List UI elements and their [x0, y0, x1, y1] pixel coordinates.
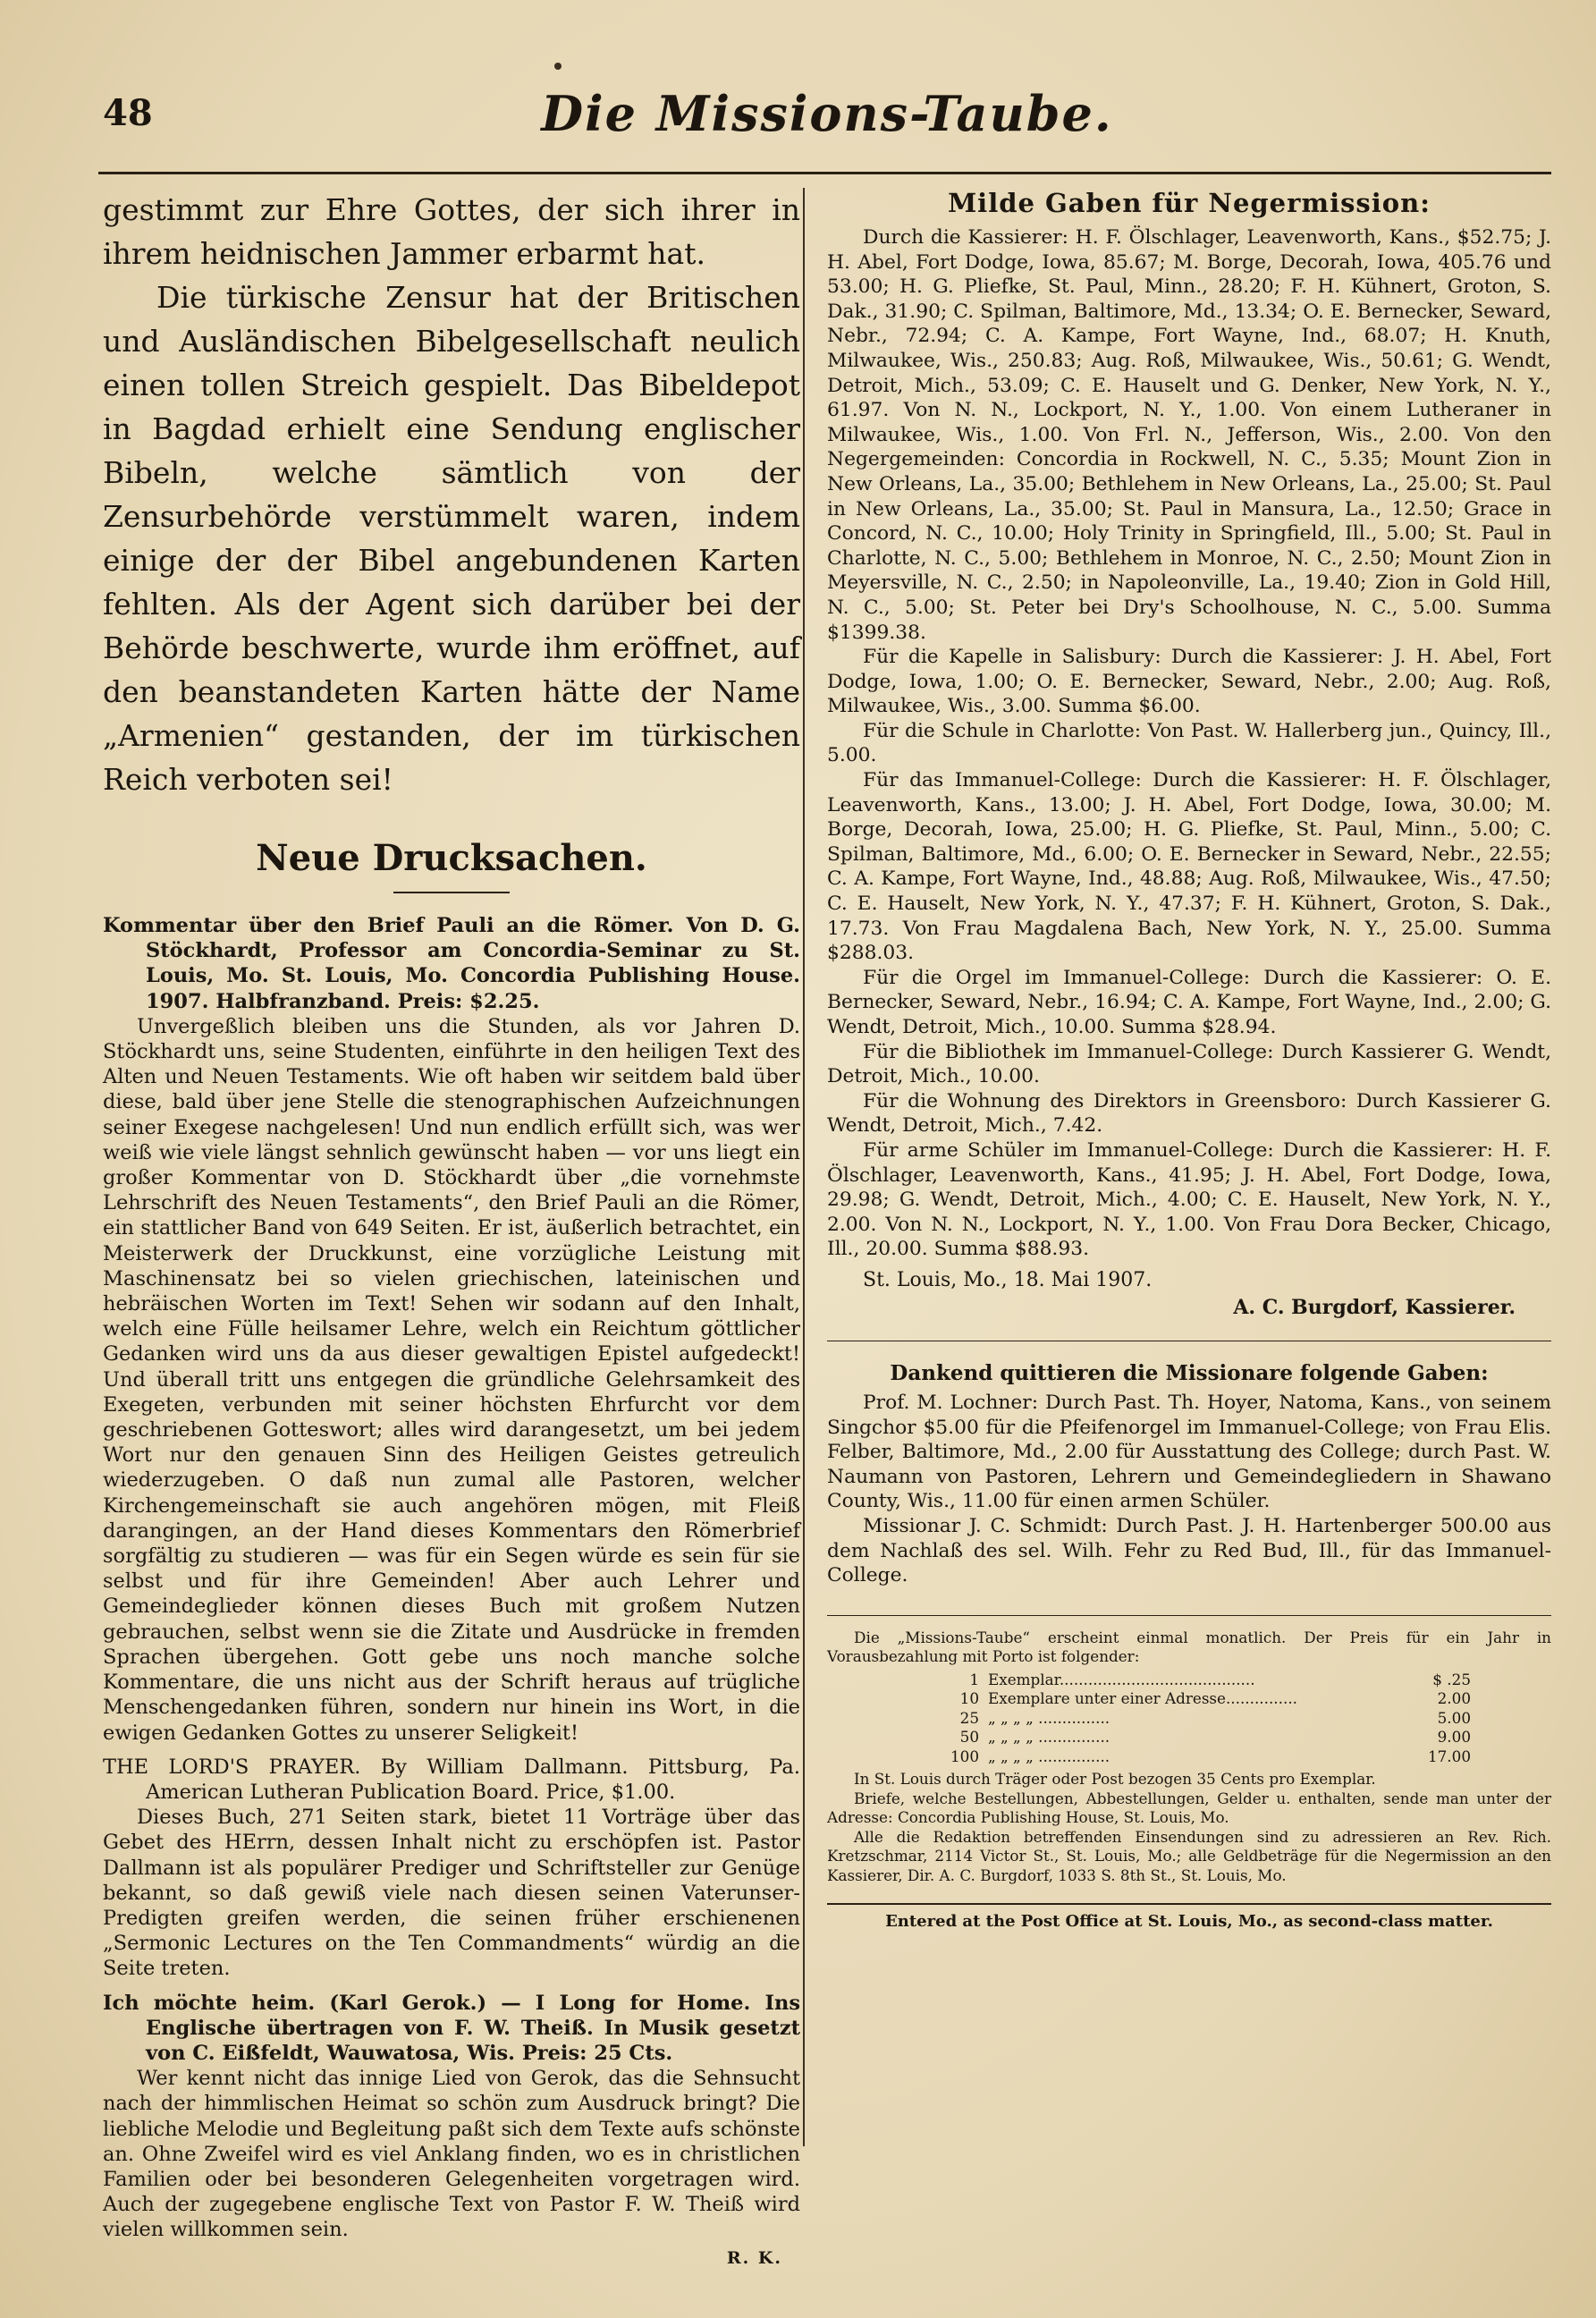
- subscription-note-2: Briefe, welche Bestellungen, Abbestellungen, Gelder u. enthalten, sende man unter der Adresse: Concordia Publishing House, St. Louis, Mo.: [827, 1789, 1551, 1827]
- price-row: 25 „ „ „ „ ............... 5.00: [959, 1708, 1471, 1727]
- section-title: Neue Drucksachen.: [256, 837, 647, 879]
- page-title: Die Missions-Taube.: [541, 85, 1113, 142]
- donations-paragraph-6: Für die Bibliothek im Immanuel-College: Durch Kassierer G. Wendt, Detroit, Mich., 10.00.: [827, 1040, 1551, 1088]
- donations-paragraph-3: Für die Schule in Charlotte: Von Past. W. Hallerberg jun., Quincy, Ill., 5.00.: [827, 719, 1551, 767]
- donations-paragraph-7: Für die Wohnung des Direktors in Greensboro: Durch Kassierer G. Wendt, Detroit, Mich., 7.42.: [827, 1089, 1551, 1138]
- intro-paragraph-1: gestimmt zur Ehre Gottes, der sich ihrer in ihrem heidnischen Jammer erbarmt hat.: [103, 192, 800, 271]
- donations-title: Milde Gaben für Negermission:: [948, 188, 1431, 218]
- donations-paragraph-8: Für arme Schüler im Immanuel-College: Durch die Kassierer: H. F. Ölschlager, Leavenworth, Kans., 41.95; J. H. Abel, Fort Dodge, Iowa, 29.98; G. Wendt, Detroit, Mich., 4.00; C. E. Hauselt, New York, N. Y., 2.00. Von N. N., Lockport, N. Y., 1.00. Von Frau Dora Becker, Chicago, Ill., 20.00. Summa $88.93.: [827, 1138, 1551, 1261]
- intro-paragraph-2: Die türkische Zensur hat der Britischen und Ausländischen Bibelgesellschaft neulich einen tollen Streich gespielt. Das Bibeldepot in Bagdad erhielt eine Sendung englischer Bibeln, welche sämtlich von der Zensurbehörde verstümmelt waren, indem einige der der Bibel angebundenen Karten fehlten. Als der Agent sich darüber bei der Behörde beschwerte, wurde ihm eröffnet, auf den beanstandeten Karten hätte der Name „Armenien“ gestanden, der im türkischen Reich verboten sei!: [103, 280, 800, 797]
- donations-paragraph-5: Für die Orgel im Immanuel-College: Durch die Kassierer: O. E. Bernecker, Seward, Nebr., 16.94; C. A. Kampe, Fort Wayne, Ind., 2.00; G. Wendt, Detroit, Mich., 10.00. Summa $28.94.: [827, 966, 1551, 1038]
- price-table: [925, 1671, 1551, 1767]
- ink-dot: [554, 63, 562, 70]
- price-row: 50 „ „ „ „ ............... 9.00: [959, 1728, 1471, 1747]
- page-number: 48: [103, 92, 153, 134]
- header-rule: [98, 172, 1551, 174]
- thanks-paragraph-2: Missionar J. C. Schmidt: Durch Past. J. H. Hartenberger 500.00 aus dem Nachlaß des sel. Wilh. Fehr zu Red Bud, Ill., für das Immanuel-College.: [827, 1514, 1551, 1587]
- subscription-box: [827, 1615, 1551, 1932]
- entry-body-1: Unvergeßlich bleiben uns die Stunden, als vor Jahren D. Stöckhardt uns, seine Studenten, einführte in den heiligen Text des Alten und Neuen Testaments. Wie oft haben wir seitdem bald über diese, bald über jene Stelle die stenographischen Aufzeichnungen seiner Exegese nachgelesen! Und nun endlich erfüllt sich, was wer weiß wie viele längst sehnlich gewünscht haben — vor uns liegt ein großer Kommentar von D. Stöckhardt über „die vornehmste Lehrschrift des Neuen Testaments“, den Brief Pauli an die Römer, ein stattlicher Band von 649 Seiten. Er ist, äußerlich betrachtet, ein Meisterwerk der Druckkunst, eine vorzügliche Leistung mit Maschinensatz bei so vielen griechischen, lateinischen und hebräischen Worten im Text! Sehen wir sodann auf den Inhalt, welch eine Fülle heilsamer Lehre, welch ein Reichtum göttlicher Gedanken wird uns da aus dieser gewaltigen Epistel aufgedeckt! Und überall tritt uns entgegen die gründliche Gelehrsamkeit des Exegeten, verbunden mit seiner höchsten Ehrfurcht vor dem geschriebenen Gotteswort; alles wird darangesetzt, um bei jedem Wort nur den genauen Sinn des Heiligen Geistes getreulich wiederzugeben. O daß nun zumal alle Pastoren, welcher Kirchengemeinschaft sie auch angehören mögen, mit Fleiß darangingen, an der Hand dieses Kommentars den Römerbrief sorgfältig zu studieren — was für ein Segen würde es sein für sie selbst und für ihre Gemeinden! Aber auch Lehrer und Gemeindeglieder können dieses Buch mit großem Nutzen gebrauchen, selbst wenn sie die Zitate und Ausdrücke in fremden Sprachen übergehen. Gott gebe uns noch manche solche Kommentare, die uns nicht aus der Schrift heraus auf trügliche Menschengedanken führen, sondern nur hinein ins Wort, in die ewigen Gedanken Gottes zu unserer Seligkeit!: [103, 1014, 800, 1745]
- price-row: 1 Exemplar......................................... $ .25: [969, 1670, 1471, 1688]
- entry-head-2: THE LORD'S PRAYER. By William Dallmann. Pittsburg, Pa. American Lutheran Publication Board. Price, $1.00.: [103, 1755, 800, 1804]
- entry-body-2: Dieses Buch, 271 Seiten stark, bietet 11 Vorträge über das Gebet des HErrn, dessen Inhalt nicht zu erschöpfen ist. Pastor Dallmann ist als populärer Prediger und Schriftsteller zur Genüge bekannt, so daß gewiß viele nach diesen seinen Vaterunser-Predigten greifen werden, die seinen früher erschienenen „Sermonic Lectures on the Ten Commandments“ würdig an die Seite treten.: [103, 1806, 800, 1981]
- signature: R. K.: [726, 2247, 782, 2268]
- column-divider: [803, 188, 805, 2146]
- subscription-note-3: Alle die Redaktion betreffenden Einsendungen sind zu adressieren an Rev. Rich. Kretzschmar, 2114 Victor St., St. Louis, Mo.; alle Geldbeträge für die Negermission an den Kassierer, Dir. A. C. Burgdorf, 1033 S. 8th St., St. Louis, Mo.: [827, 1827, 1551, 1884]
- subscription-note-1: In St. Louis durch Träger oder Post bezogen 35 Cents pro Exemplar.: [854, 1770, 1376, 1789]
- subscription-intro: Die „Missions-Taube“ erscheint einmal monatlich. Der Preis für ein Jahr in Vorausbezahlung mit Porto ist folgender:: [827, 1628, 1551, 1666]
- donations-paragraph-4: Für das Immanuel-College: Durch die Kassierer: H. F. Ölschlager, Leavenworth, Kans., 13.00; J. H. Abel, Fort Dodge, Iowa, 30.00; M. Borge, Decorah, Iowa, 25.00; H. G. Pliefke, St. Paul, Minn., 5.00; C. Spilman, Baltimore, Md., 6.00; O. E. Bernecker in Seward, Nebr., 22.55; C. A. Kampe, Fort Wayne, Ind., 48.88; Aug. Roß, Milwaukee, Wis., 47.50; C. E. Hauselt, New York, N. Y., 47.37; F. H. Kühnert, Groton, S. Dak., 17.73. Von Frau Magdalena Bach, New York, N. Y., 25.00. Summa $288.03.: [827, 769, 1551, 965]
- donations-paragraph-2: Für die Kapelle in Salisbury: Durch die Kassierer: J. H. Abel, Fort Dodge, Iowa, 1.00; O. E. Bernecker, Seward, Nebr., 2.00; Aug. Roß, Milwaukee, Wis., 3.00. Summa $6.00.: [827, 646, 1551, 718]
- page-header: [103, 85, 1551, 148]
- treasurer-signature: A. C. Burgdorf, Kassierer.: [1233, 1295, 1516, 1319]
- entry-head-3: Ich möchte heim. (Karl Gerok.) — I Long for Home. Ins Englische übertragen von F. W. Theiß. In Musik gesetzt von C. Eißfeldt, Wauwatosa, Wis. Preis: 25 Cts.: [103, 1991, 800, 2065]
- left-column: [103, 188, 800, 2268]
- price-row: 100 „ „ „ „ ............... 17.00: [950, 1747, 1471, 1765]
- right-column: [827, 188, 1551, 1931]
- entry-head-1: Kommentar über den Brief Pauli an die Römer. Von D. G. Stöckhardt, Professor am Concordia-Seminar zu St. Louis, Mo. St. Louis, Mo. Concordia Publishing House. 1907. Halbfranzband. Preis: $2.25.: [103, 914, 800, 1013]
- postal-notice: Entered at the Post Office at St. Louis, Mo., as second-class matter.: [827, 1903, 1551, 1931]
- section-rule: [393, 892, 510, 893]
- thanks-paragraph-1: Prof. M. Lochner: Durch Past. Th. Hoyer, Natoma, Kans., von seinem Singchor $5.00 für die Pfeifenorgel im Immanuel-College; von Frau Elis. Felber, Baltimore, Md., 2.00 für Ausstattung des College; durch Past. W. Naumann von Pastoren, Lehrern und Gemeindegliedern in Shawano County, Wis., 11.00 für einen armen Schüler.: [827, 1391, 1551, 1513]
- date-line: St. Louis, Mo., 18. Mai 1907.: [863, 1268, 1153, 1291]
- thanks-title: Dankend quittieren die Missionare folgende Gaben:: [890, 1360, 1489, 1385]
- donations-paragraph-1: Durch die Kassierer: H. F. Ölschlager, Leavenworth, Kans., $52.75; J. H. Abel, Fort Dodge, Iowa, 85.67; M. Borge, Decorah, Iowa, 405.76 und 53.00; H. G. Pliefke, St. Paul, Minn., 28.20; F. H. Kühnert, Groton, S. Dak., 31.90; C. Spilman, Baltimore, Md., 13.34; O. E. Bernecker, Seward, Nebr., 72.94; C. A. Kampe, Fort Wayne, Ind., 68.07; H. Knuth, Milwaukee, Wis., 250.83; Aug. Roß, Milwaukee, Wis., 50.61; G. Wendt, Detroit, Mich., 53.09; C. E. Hauselt und G. Denker, New York, N. Y., 61.97. Von N. N., Lockport, N. Y., 1.00. Von einem Lutheraner in Milwaukee, Wis., 1.00. Von Frl. N., Jefferson, Wis., 2.00. Von den Negergemeinden: Concordia in Rockwell, N. C., 5.35; Mount Zion in New Orleans, La., 35.00; Bethlehem in New Orleans, La., 25.00; St. Paul in New Orleans, La., 35.00; St. Paul in Mansura, La., 12.50; Grace in Concord, N. C., 10.00; Holy Trinity in Springfield, Ill., 5.00; St. Paul in Charlotte, N. C., 5.00; Bethlehem in Monroe, N. C., 2.50; Mount Zion in Meyersville, N. C., 2.50; in Napoleonville, La., 19.40; Zion in Gold Hill, N. C., 5.00; St. Peter bei Dry's Schoolhouse, N. C., 5.00. Summa $1399.38.: [827, 226, 1551, 644]
- price-row: 10 Exemplare unter einer Adresse............... 2.00: [959, 1689, 1471, 1708]
- entry-body-3: Wer kennt nicht das innige Lied von Gerok, das die Sehnsucht nach der himmlischen Heimat so schön zum Ausdruck bringt? Die liebliche Melodie und Begleitung paßt sich dem Texte aufs schönste an. Ohne Zweifel wird es viel Anklang finden, wo es in christlichen Familien oder bei besonderen Gelegenheiten vorgetragen wird. Auch der zugegebene englische Text von Pastor F. W. Theiß wird vielen willkommen sein.: [103, 2067, 800, 2242]
